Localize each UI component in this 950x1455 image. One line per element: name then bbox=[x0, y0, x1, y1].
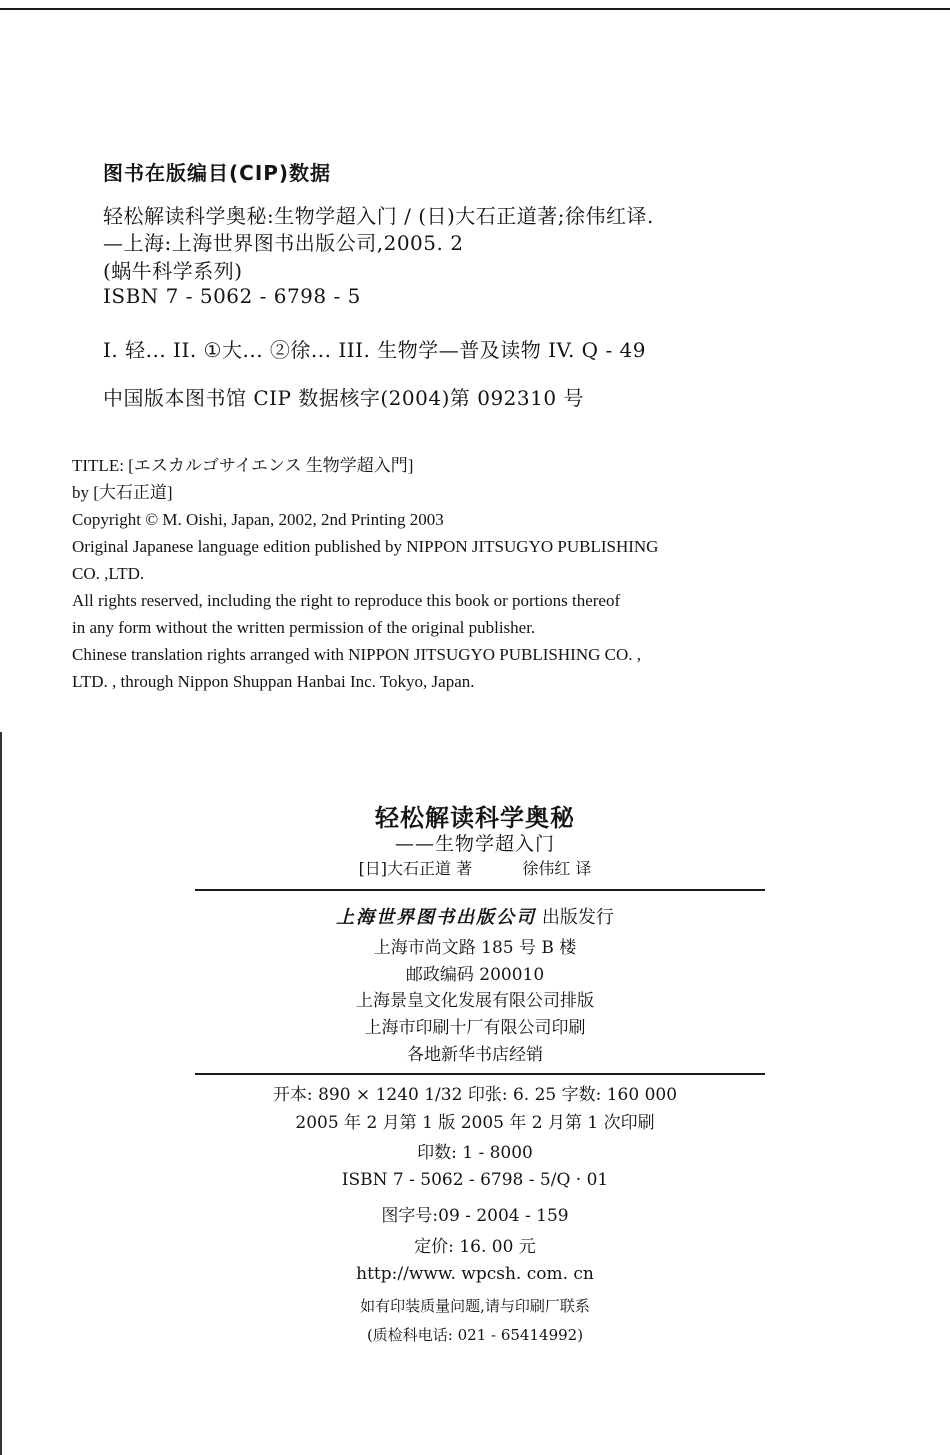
colophon-qc-phone: (质检科电话: 021 - 65414992) bbox=[366, 1326, 584, 1344]
colophon-author: [日]大石正道 著 bbox=[358, 859, 473, 878]
cip-verification-line: 中国版本图书馆 CIP 数据核字(2004)第 092310 号 bbox=[103, 386, 584, 410]
cip-classification-line: I. 轻... II. ①大... ②徐... III. 生物学—普及读物 IV. Q - 49 bbox=[103, 338, 647, 362]
colophon-address: 上海市尚文路 185 号 B 楼 bbox=[373, 938, 577, 958]
colophon-price: 定价: 16. 00 元 bbox=[414, 1237, 536, 1257]
cip-publisher-line: —上海:上海世界图书出版公司,2005. 2 bbox=[103, 231, 464, 255]
rights-line: All rights reserved, including the right to reproduce this book or portions thereof bbox=[72, 591, 621, 610]
cip-series-line: (蜗牛科学系列) bbox=[103, 259, 243, 283]
rights-line: in any form without the written permission of the original publisher. bbox=[72, 618, 536, 637]
colophon-credits bbox=[0, 856, 950, 879]
colophon-typesetter: 上海景皇文化发展有限公司排版 bbox=[356, 991, 594, 1011]
colophon-edition: 2005 年 2 月第 1 版 2005 年 2 月第 1 次印刷 bbox=[295, 1113, 655, 1133]
colophon-quality-notice: 如有印装质量问题,请与印刷厂联系 bbox=[360, 1297, 590, 1315]
cip-heading: 图书在版编目(CIP)数据 bbox=[103, 161, 332, 185]
rights-line: TITLE: [エスカルゴサイエンス 生物学超入門] bbox=[72, 456, 414, 475]
colophon-specs: 开本: 890 × 1240 1/32 印张: 6. 25 字数: 160 000 bbox=[272, 1085, 678, 1105]
colophon-subtitle: ——生物学超入门 bbox=[394, 833, 555, 855]
colophon-publisher bbox=[0, 903, 950, 929]
colophon-rule-bottom bbox=[195, 1073, 765, 1075]
cip-isbn-line: ISBN 7 - 5062 - 6798 - 5 bbox=[103, 284, 361, 308]
rights-line: CO. ,LTD. bbox=[72, 564, 145, 583]
rights-line: by [大石正道] bbox=[72, 483, 173, 502]
colophon-postcode: 邮政编码 200010 bbox=[405, 965, 545, 985]
cip-title-line: 轻松解读科学奥秘:生物学超入门 / (日)大石正道著;徐伟红译. bbox=[103, 204, 654, 228]
colophon-permit: 图字号:09 - 2004 - 159 bbox=[381, 1206, 569, 1226]
rights-notice bbox=[72, 452, 902, 695]
publisher-logo: 上海世界图书出版公司 bbox=[336, 907, 537, 928]
colophon-translator: 徐伟红 译 bbox=[522, 859, 592, 878]
rights-line: Copyright © M. Oishi, Japan, 2002, 2nd Printing 2003 bbox=[72, 510, 444, 529]
top-border-rule bbox=[0, 8, 950, 10]
rights-line: Original Japanese language edition published by NIPPON JITSUGYO PUBLISHING bbox=[72, 537, 659, 556]
colophon-isbn: ISBN 7 - 5062 - 6798 - 5/Q · 01 bbox=[341, 1170, 609, 1190]
colophon-url: http://www. wpcsh. com. cn bbox=[356, 1264, 594, 1284]
publisher-suffix: 出版发行 bbox=[541, 907, 614, 928]
colophon-print-run: 印数: 1 - 8000 bbox=[417, 1143, 533, 1163]
colophon-title: 轻松解读科学奥秘 bbox=[375, 803, 575, 832]
colophon-distributor: 各地新华书店经销 bbox=[407, 1045, 543, 1065]
rights-line: Chinese translation rights arranged with NIPPON JITSUGYO PUBLISHING CO. , bbox=[72, 645, 641, 664]
rights-line: LTD. , through Nippon Shuppan Hanbai Inc. Tokyo, Japan. bbox=[72, 672, 475, 691]
colophon-printer: 上海市印刷十厂有限公司印刷 bbox=[364, 1018, 586, 1038]
colophon-rule-top bbox=[195, 889, 765, 891]
